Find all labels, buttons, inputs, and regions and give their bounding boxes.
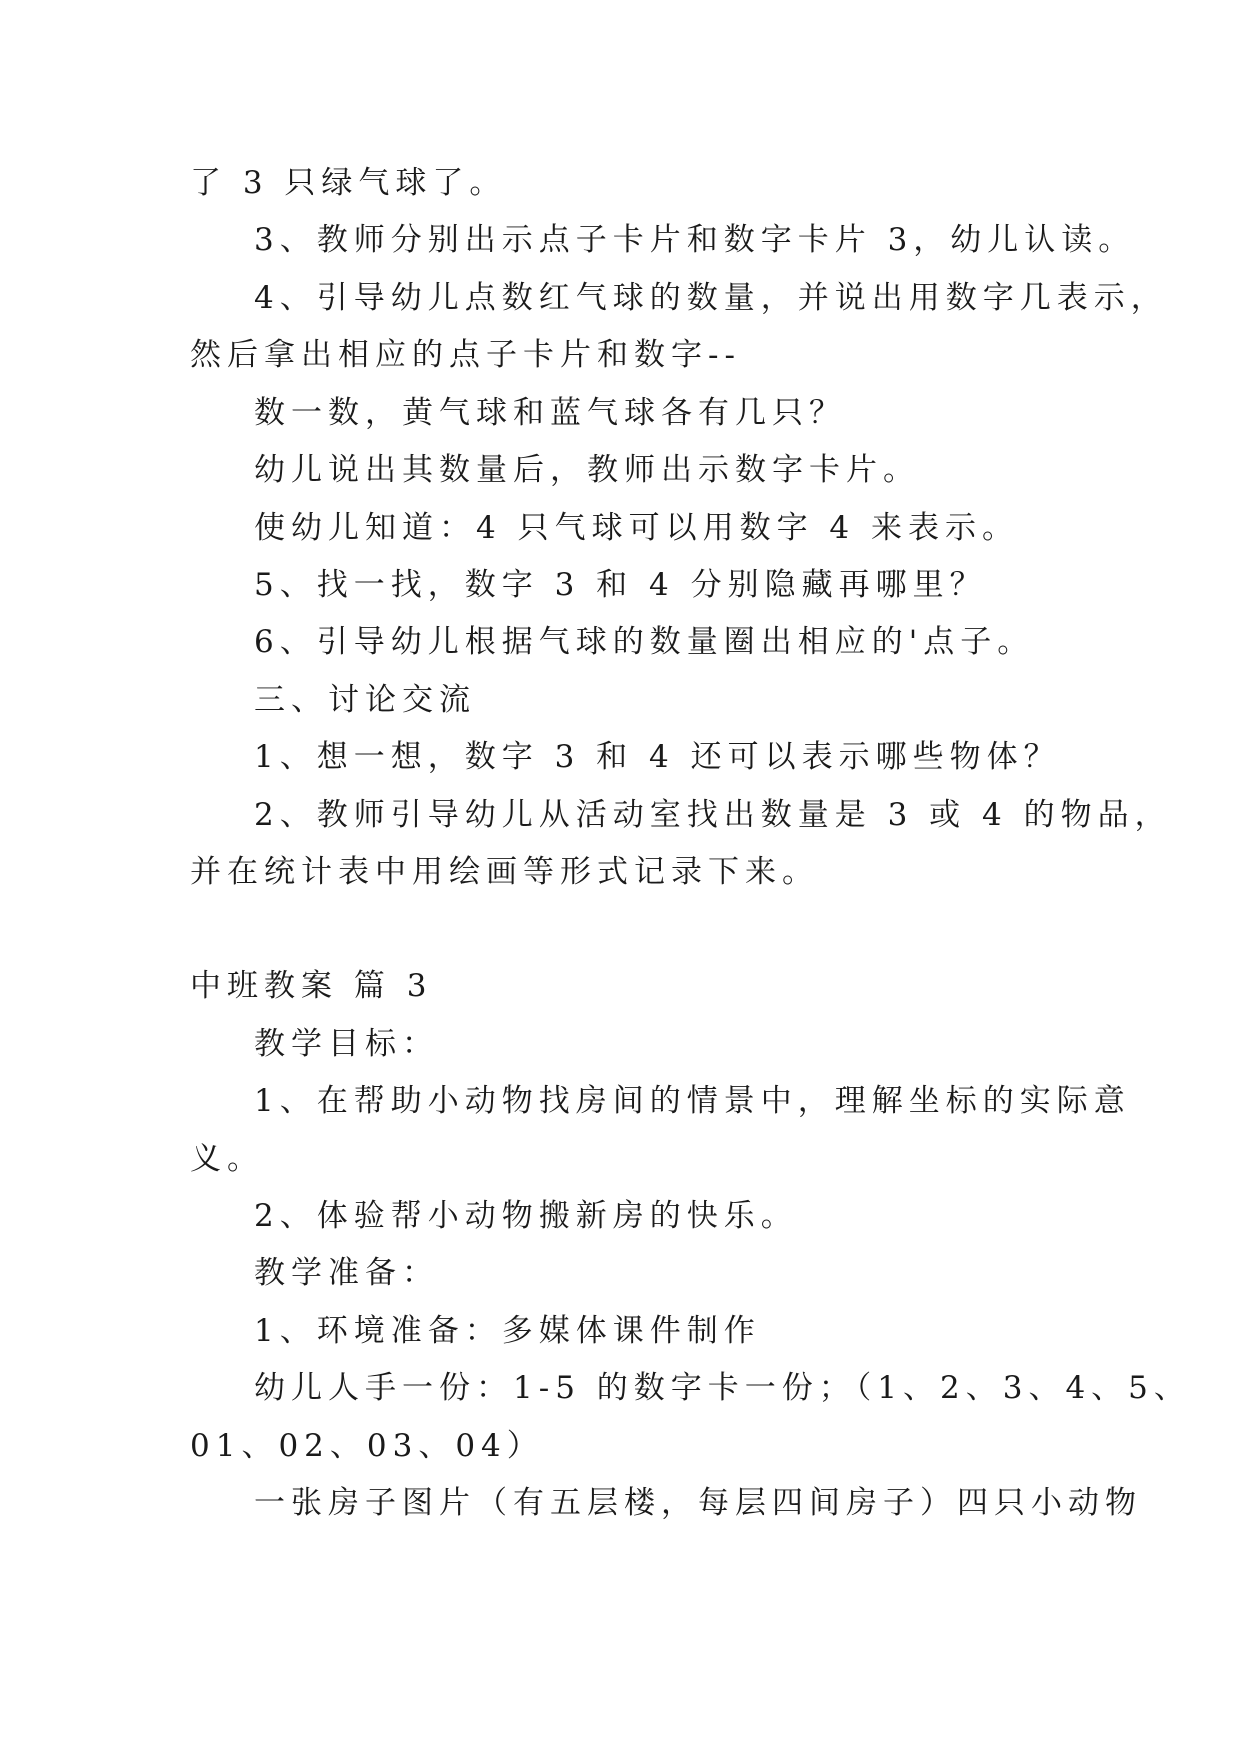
step-5: 5、找一找，数字 3 和 4 分别隐藏再哪里？	[254, 567, 987, 603]
teaching-prep-heading: 教学准备：	[254, 1255, 439, 1291]
paragraph-continuation: 了 3 只绿气球了。	[190, 165, 507, 201]
number-meaning: 使幼儿知道：4 只气球可以用数字 4 来表示。	[254, 510, 1020, 546]
count-instruction: 数一数，黄气球和蓝气球各有几只？	[254, 395, 846, 431]
show-card-instruction: 幼儿说出其数量后，教师出示数字卡片。	[254, 452, 920, 488]
lesson-title: 中班教案 篇 3	[190, 968, 433, 1004]
step-4-continuation: 然后拿出相应的点子卡片和数字--	[190, 337, 741, 373]
prep-materials-continuation: 01、02、03、04）	[190, 1428, 544, 1464]
step-4: 4、引导幼儿点数红气球的数量，并说出用数字几表示，	[254, 280, 1168, 316]
prep-materials: 幼儿人手一份：1-5 的数字卡一份；（1、2、3、4、5、	[254, 1370, 1191, 1406]
step-3: 3、教师分别出示点子卡片和数字卡片 3，幼儿认读。	[254, 222, 1136, 258]
step-6: 6、引导幼儿根据气球的数量圈出相应的'点子。	[254, 624, 1035, 660]
discussion-1: 1、想一想，数字 3 和 4 还可以表示哪些物体？	[254, 739, 1061, 775]
discussion-2: 2、教师引导幼儿从活动室找出数量是 3 或 4 的物品，	[254, 797, 1172, 833]
prep-house-picture: 一张房子图片（有五层楼，每层四间房子）四只小动物	[254, 1485, 1142, 1521]
discussion-2-continuation: 并在统计表中用绘画等形式记录下来。	[190, 854, 819, 890]
section-heading-discussion: 三、讨论交流	[254, 682, 476, 718]
goal-2: 2、体验帮小动物搬新房的快乐。	[254, 1198, 798, 1234]
goal-1: 1、在帮助小动物找房间的情景中，理解坐标的实际意	[254, 1083, 1131, 1119]
prep-1: 1、环境准备：多媒体课件制作	[254, 1313, 761, 1349]
goal-1-continuation: 义。	[190, 1141, 264, 1177]
teaching-goals-heading: 教学目标：	[254, 1026, 439, 1062]
